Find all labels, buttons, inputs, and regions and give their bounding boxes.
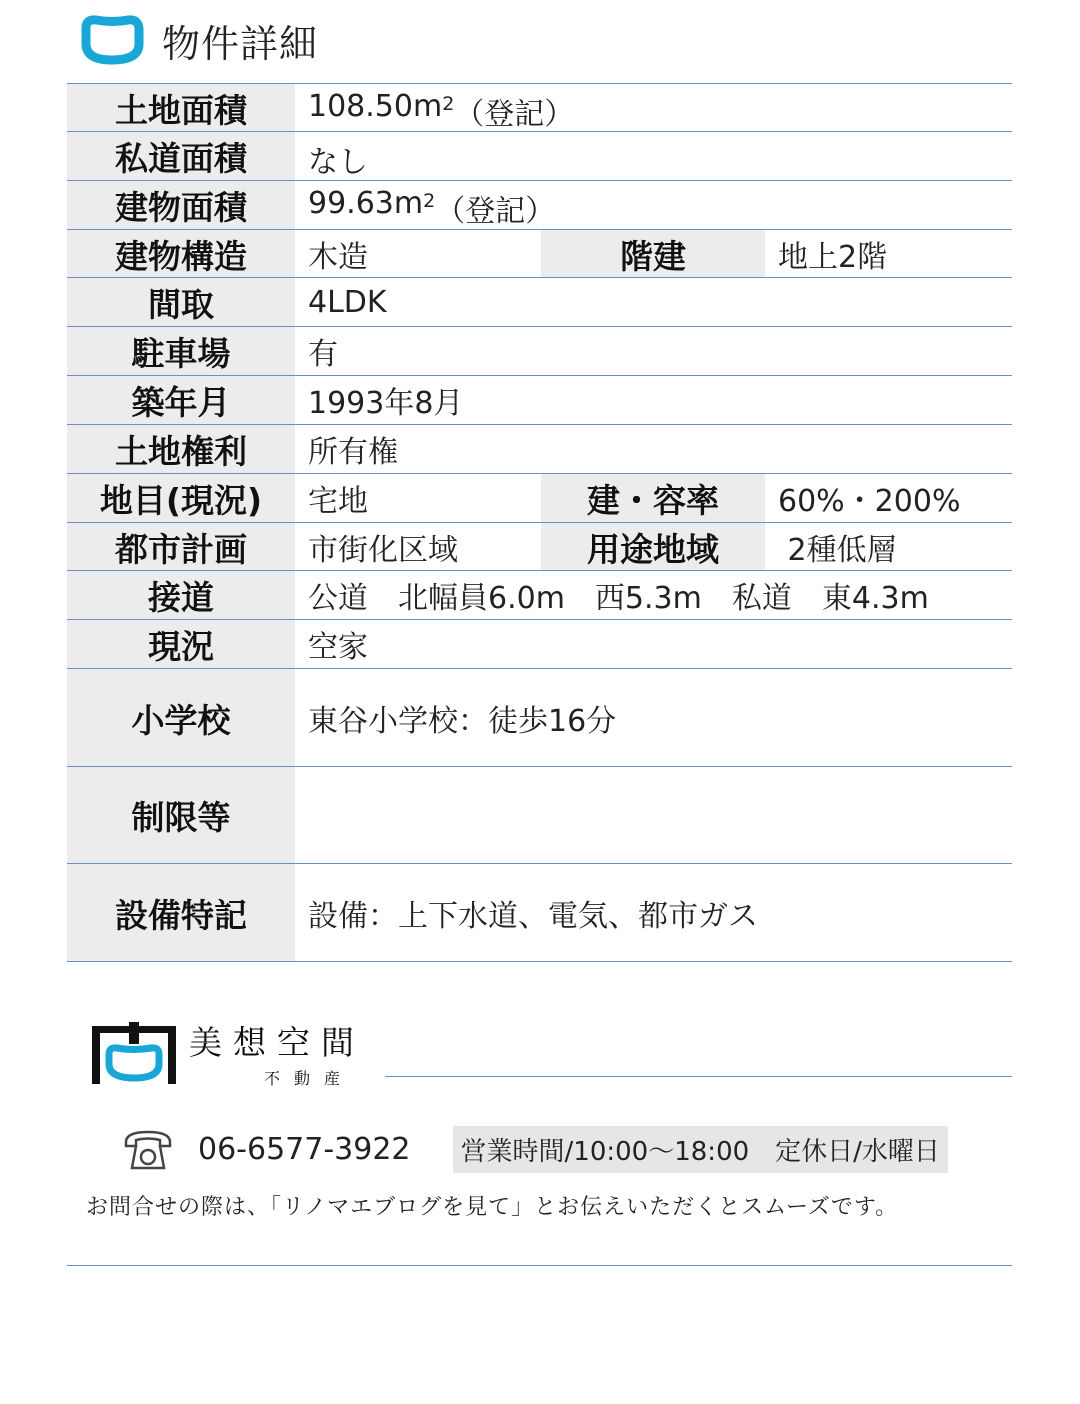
business-hours: 営業時間/10:00〜18:00 定休日/水曜日 xyxy=(453,1126,948,1173)
row-parking xyxy=(67,327,1012,376)
value-private-road: なし xyxy=(308,145,368,180)
contact-row xyxy=(122,1126,948,1173)
value-road: 公道 北幅員6.0m 西5.3m 私道 東4.3m xyxy=(308,581,929,616)
value-land-right: 所有権 xyxy=(308,435,398,470)
label-facilities: 設備 特記 xyxy=(67,864,295,961)
label-school: 小学校 xyxy=(67,669,295,766)
value-structure: 木造 xyxy=(308,239,368,275)
label-parking: 駐車場 xyxy=(67,327,295,375)
label-private-road: 私道面積 xyxy=(67,132,295,180)
value-parking: 有 xyxy=(308,337,338,372)
page-title: 物件詳細 xyxy=(162,21,319,66)
label-floors: 階建 xyxy=(541,230,765,277)
label-building-area: 建物面積 xyxy=(67,181,295,229)
value-land-area: 108.50m 2 （登記） xyxy=(308,89,575,132)
value-zoning: 2種低層 xyxy=(778,532,897,568)
row-city-plan xyxy=(67,523,1012,571)
row-school xyxy=(67,669,1012,767)
label-status: 現況 xyxy=(67,620,295,668)
brand-oval-icon xyxy=(76,14,148,66)
row-land-area xyxy=(67,84,1012,132)
label-built: 築年月 xyxy=(67,376,295,424)
company-divider xyxy=(385,1076,1012,1077)
row-road xyxy=(67,571,1012,620)
row-restrictions xyxy=(67,767,1012,864)
property-spec-table xyxy=(67,83,1012,962)
row-structure xyxy=(67,230,1012,278)
telephone-icon xyxy=(122,1128,174,1172)
value-facilities: 設備：上下水道、電気、都市ガス xyxy=(308,898,758,934)
value-layout: 4LDK xyxy=(308,284,387,320)
value-status: 空家 xyxy=(308,630,368,665)
value-city-plan: 市街化区域 xyxy=(308,532,458,568)
row-layout xyxy=(67,278,1012,327)
page-header xyxy=(76,12,318,68)
label-land-category: 地目(現況) xyxy=(67,474,295,522)
label-land-area: 土地面積 xyxy=(67,84,295,131)
value-building-area: 99.63m 2 （登記） xyxy=(308,186,556,229)
row-land-right xyxy=(67,425,1012,474)
label-layout: 間取 xyxy=(67,278,295,326)
company-block xyxy=(91,1022,365,1089)
label-restrictions: 制限等 xyxy=(67,767,295,863)
label-coverage-ratio: 建・容率 xyxy=(541,474,765,522)
company-subtitle: 不動産 xyxy=(264,1069,355,1088)
value-land-category: 宅地 xyxy=(308,484,368,519)
company-logo-icon xyxy=(91,1022,177,1086)
row-facilities xyxy=(67,864,1012,962)
label-road: 接道 xyxy=(67,571,295,619)
company-names xyxy=(189,1022,365,1089)
row-private-road xyxy=(67,132,1012,181)
bottom-divider xyxy=(67,1265,1012,1266)
label-zoning: 用途地域 xyxy=(541,523,765,570)
company-name: 美想空間 xyxy=(189,1023,365,1062)
row-land-category xyxy=(67,474,1012,523)
value-school: 東谷小学校：徒歩16分 xyxy=(308,703,617,739)
phone-number[interactable]: 06-6577-3922 xyxy=(198,1132,411,1167)
inquiry-note: お問合せの際は、「リノマエブログを見て」とお伝えいただくとスムーズです。 xyxy=(86,1195,899,1220)
value-floors: 地上2階 xyxy=(778,239,888,275)
value-coverage-ratio: 60%・200% xyxy=(778,484,961,519)
label-structure: 建物構造 xyxy=(67,230,295,277)
label-city-plan: 都市計画 xyxy=(67,523,295,570)
value-built: 1993年8月 xyxy=(308,386,464,421)
row-built xyxy=(67,376,1012,425)
label-land-right: 土地権利 xyxy=(67,425,295,473)
value-restrictions xyxy=(295,767,1012,863)
row-status xyxy=(67,620,1012,669)
row-building-area xyxy=(67,181,1012,230)
